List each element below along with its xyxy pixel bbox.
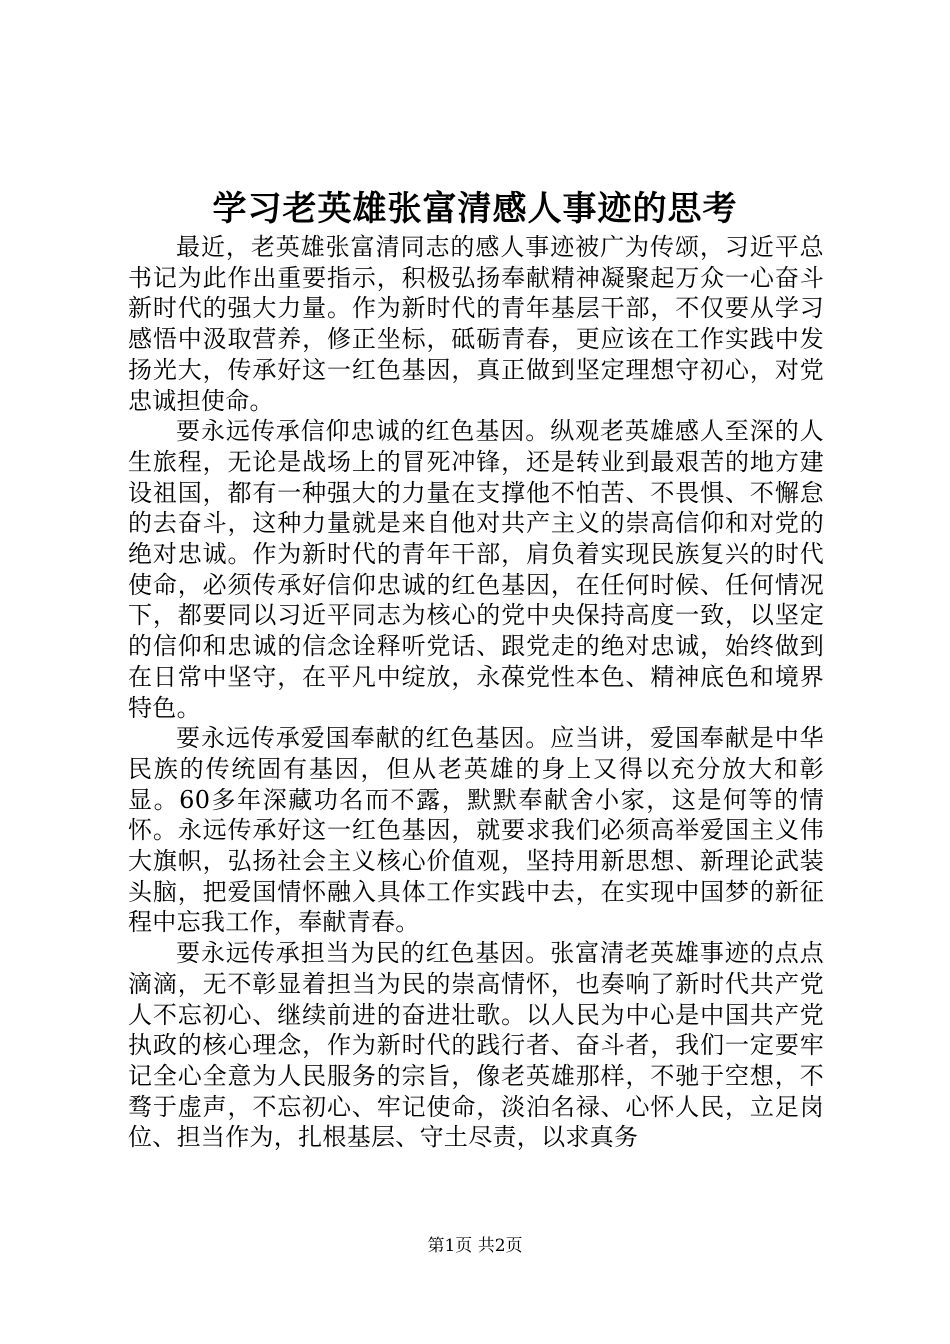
document-title: 学习老英雄张富清感人事迹的思考 [212, 189, 738, 229]
paragraph-patriotic-dedication: 要永远传承爱国奉献的红色基因。应当讲，爱国奉献是中华民族的传统固有基因，但从老英雄的身上又得以充分放大和彰显。60多年深藏功名而不露，默默奉献舍小家，这是何等的情怀。永远传承好这一红色基因，就要求我们必须高举爱国主义伟大旗帜，弘扬社会主义核心价值观，坚持用新思想、新理论武装头脑，把爱国情怀融入具体工作实践中去，在实现中国梦的新征程中忘我工作，奉献青春。 [128, 724, 824, 937]
paragraph-faith-loyalty: 要永远传承信仰忠诚的红色基因。纵观老英雄感人至深的人生旅程，无论是战场上的冒死冲锋，还是转业到最艰苦的地方建设祖国，都有一种强大的力量在支撑他不怕苦、不畏惧、不懈怠的去奋斗，这种力量就是来自他对共产主义的崇高信仰和对党的绝对忠诚。作为新时代的青年干部，肩负着实现民族复兴的时代使命，必须传承好信仰忠诚的红色基因，在任何时候、任何情况下，都要同以习近平同志为核心的党中央保持高度一致，以坚定的信仰和忠诚的信念诠释听党话、跟党走的绝对忠诚，始终做到在日常中坚守，在平凡中绽放，永葆党性本色、精神底色和境界特色。 [128, 417, 824, 722]
document-body [128, 232, 824, 1153]
paragraph-serving-people: 要永远传承担当为民的红色基因。张富清老英雄事迹的点点滴滴，无不彰显着担当为民的崇高情怀，也奏响了新时代共产党人不忘初心、继续前进的奋进壮歌。以人民为中心是中国共产党执政的核心理念，作为新时代的践行者、奋斗者，我们一定要牢记全心全意为人民服务的宗旨，像老英雄那样，不驰于空想，不骛于虚声，不忘初心、牢记使命，淡泊名禄、心怀人民，立足岗位、担当作为，扎根基层、守土尽责，以求真务 [128, 939, 824, 1152]
page-footer: 第1页 共2页 [427, 1236, 523, 1256]
paragraph-intro: 最近，老英雄张富清同志的感人事迹被广为传颂，习近平总书记为此作出重要指示，积极弘扬奉献精神凝聚起万众一心奋斗新时代的强大力量。作为新时代的青年基层干部，不仅要从学习感悟中汲取营养，修正坐标，砥砺青春，更应该在工作实践中发扬光大，传承好这一红色基因，真正做到坚定理想守初心，对党忠诚担使命。 [128, 233, 824, 415]
